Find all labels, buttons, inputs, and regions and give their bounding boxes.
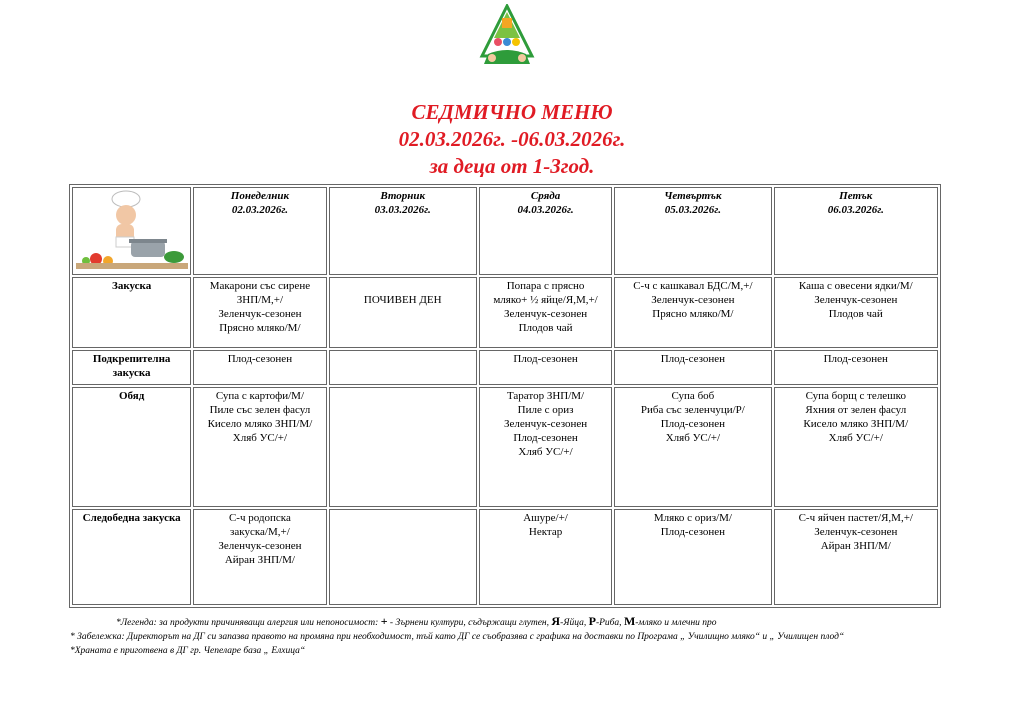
menu-cell-empty — [329, 509, 477, 605]
kitchen-note: *Храната е приготвена в ДГ гр. Чепеларе база „ Елхица“ — [70, 646, 306, 656]
menu-cell: Плод-сезонен — [614, 350, 771, 385]
meal-label: Подкрепителна закуска — [72, 350, 191, 385]
day-header: Сряда 04.03.2026г. — [479, 187, 612, 275]
weekly-menu-table — [69, 184, 941, 608]
menu-cell: Плод-сезонен — [479, 350, 612, 385]
menu-cell-empty — [329, 350, 477, 385]
menu-cell-empty — [329, 387, 477, 507]
menu-cell: Супа борщ с телешко Яхния от зелен фасул Кисело мляко ЗНП/М/ Хляб УС/+/ — [774, 387, 938, 507]
menu-cell: Супа боб Риба със зеленчуци/Р/ Плод-сезонен Хляб УС/+/ — [614, 387, 771, 507]
day-header: Понеделник 02.03.2026г. — [193, 187, 326, 275]
menu-cell: Мляко с ориз/М/ Плод-сезонен — [614, 509, 771, 605]
chef-child-image — [72, 187, 191, 275]
chef-child-icon — [76, 189, 188, 269]
meal-row-lunch — [72, 387, 938, 507]
menu-cell: Таратор ЗНП/М/ Пиле с ориз Зеленчук-сезонен Плод-сезонен Хляб УС/+/ — [479, 387, 612, 507]
day-header: Петък 06.03.2026г. — [774, 187, 938, 275]
menu-cell: С-ч яйчен пастет/Я,М,+/ Зеленчук-сезонен Айран ЗНП/М/ — [774, 509, 938, 605]
meal-row-snack — [72, 350, 938, 385]
menu-cell: ПОЧИВЕН ДЕН — [329, 277, 477, 348]
menu-cell: Каша с овесени ядки/М/ Зеленчук-сезонен Плодов чай — [774, 277, 938, 348]
day-header: Вторник 03.03.2026г. — [329, 187, 477, 275]
allergen-legend: *Легенда: за продукти причиняващи алергия или непоносимост: + - Зърнени култури, съдържащи глутен, Я-Яйца, Р-Риба, М-мляко и млечни про — [116, 614, 717, 628]
day-header: Четвъртък 05.03.2026г. — [614, 187, 771, 275]
menu-cell: Супа с картофи/М/ Пиле със зелен фасул Кисело мляко ЗНП/М/ Хляб УС/+/ — [193, 387, 326, 507]
menu-title: СЕДМИЧНО МЕНЮ — [411, 100, 613, 124]
menu-cell: Попара с прясно мляко+ ½ яйце/Я,М,+/ Зеленчук-сезонен Плодов чай — [479, 277, 612, 348]
meal-label: Закуска — [72, 277, 191, 348]
menu-cell: Плод-сезонен — [193, 350, 326, 385]
menu-cell: С-ч родопска закуска/М,+/ Зеленчук-сезонен Айран ЗНП/М/ — [193, 509, 326, 605]
menu-cell: Ашуре/+/ Нектар — [479, 509, 612, 605]
menu-cell: Плод-сезонен — [774, 350, 938, 385]
kindergarten-logo — [474, 4, 540, 70]
menu-cell: Макарони със сирене ЗНП/М,+/ Зеленчук-сезонен Прясно мляко/М/ — [193, 277, 326, 348]
meal-row-breakfast — [72, 277, 938, 348]
menu-audience: за деца от 1-3год. — [429, 154, 595, 178]
meal-row-afternoon — [72, 509, 938, 605]
menu-cell: С-ч с кашкавал БДС/М,+/ Зеленчук-сезонен Прясно мляко/М/ — [614, 277, 771, 348]
menu-dates: 02.03.2026г. -06.03.2026г. — [398, 127, 626, 151]
director-note: * Забележка: Директорът на ДГ си запазва правото на промяна при необходимост, тъй като ДГ се съобразява с графика на доставки по Програма „ Училищно мляко“ и „ Училищен плод“ — [70, 632, 845, 642]
meal-label: Обяд — [72, 387, 191, 507]
meal-label: Следобедна закуска — [72, 509, 191, 605]
